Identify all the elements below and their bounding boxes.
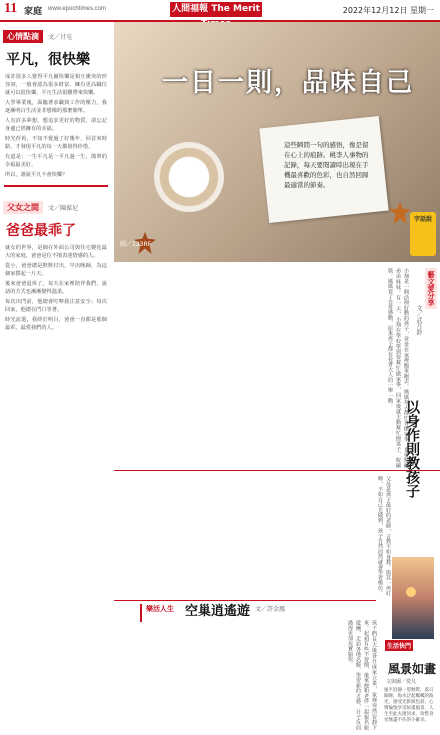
article-body: 父母是孩子最好的老師，言教不如身教。與其一再叮嚀，不如自己先做到，孩子自然而然就會學習模仿。 — [377, 476, 391, 596]
byline: 文與圖／愛凡 — [386, 679, 417, 685]
section-tag-life: 樂活人生 — [146, 605, 174, 613]
left-column — [0, 22, 112, 735]
article-body — [5, 73, 107, 179]
page-number: 11 — [4, 1, 18, 16]
section-tag-arts: 藝文愛分享 — [425, 268, 437, 309]
paragraph: 所以，誰說平凡不會快樂？ — [5, 172, 68, 178]
photo-caption: 風平浪靜一望無際，落日餘暉，海水泛起粼粼的波光，感受光影與色彩，心情愉悅享受如畫風景，人生至此夫復何求，珍惜身旁無盡不住的小確幸。 — [384, 688, 434, 723]
paragraph: 每次出門前，他總會叮嚀我注意安全；每次回家，他總在門口等著。 — [5, 299, 107, 313]
section-tag-family: 父女之間 — [3, 201, 43, 214]
sun-icon — [406, 587, 416, 597]
hero-image — [114, 22, 440, 262]
issue-date: 2022年12月12日 星期一 — [342, 6, 434, 15]
coffee-cup-illustration — [154, 142, 224, 212]
paragraph: 從小，爸爸總是默默付出，早出晚歸，為這個家撐起一片天。 — [5, 263, 107, 277]
paragraph: 後來爸爸退休了，每天在家裡陪伴我們，說話的方式也漸漸變得溫柔。 — [5, 281, 107, 295]
article-title: 平凡，很快樂 — [6, 52, 90, 68]
maple-leaf-icon — [389, 202, 411, 224]
divider — [4, 185, 108, 187]
article-body: 孩子們長大後各自成家立業，家裡突然安靜下來。起初有些不習慣，後來便和老伴一起報名旅遊團，走訪各地名勝，學習新的才藝，日子反而過得更加充實愉快。 — [347, 620, 377, 730]
paragraph: 成許很多人覺得平凡爾快樂是相互衝突的形容詞，一般會認為很多財富、擁有更高職位就可以很快樂，平凡生活很難帶來快樂。 — [5, 74, 107, 96]
paragraph: 有道是：一生平凡是一平凡過一生，簡單的幸福最美好。 — [5, 154, 107, 168]
section-tag-heart: 心情點滴 — [3, 30, 43, 43]
divider — [114, 470, 440, 471]
paragraph: 人有許多夢想，想追求更好的物質，卻忘記身邊已經擁有的幸福。 — [5, 118, 107, 132]
column-badge: 字話說 — [410, 212, 436, 256]
article-body — [5, 244, 107, 332]
article-title: 爸爸最乖了 — [6, 223, 76, 239]
paragraph: 時光流逝，我終於明白，爸爸一直都是那個最乖、最愛我們的人。 — [5, 317, 107, 331]
article-body: 小翔是一個活潑好動的孩子，常常在家裡跑來跑去。媽媽每天都忙著做家事，也要照顧弟弟妹妹。有一天，小翔在學校學到要幫忙做家事，回家後就主動幫忙擦桌子、收碗筷。媽媽看了非常感動，原來孩子都在看著大人的一舉一動。 — [387, 268, 409, 468]
sunset-photo — [392, 557, 434, 639]
byline: 文／許金鳳 — [255, 606, 286, 613]
paragraph: 就女的世界，是個在外面公司與住宅變化最大的家庭，爸爸是位不擅表達情感的人。 — [5, 245, 107, 259]
byline: 文／陳葆尼 — [48, 205, 79, 212]
hero-title: 一日一則，品味自己 — [162, 68, 415, 98]
byline: 文／武月鈴 — [415, 305, 422, 335]
paragraph: 大學畢業後，面臨著求職與工作的壓力，我逐漸明白生活並非想像的那麼簡單。 — [5, 100, 107, 114]
photo-credit: 圖／123RF — [120, 241, 152, 248]
newspaper-logo: 人間福報 The Merit — [170, 2, 262, 17]
article-title: 以身作則教孩子 — [404, 400, 420, 498]
byline: 文／甘屯 — [48, 34, 73, 41]
paragraph: 時光荏苒，不知不覺過了好幾年，回首來時路，才發現平凡的每一天都值得珍惜。 — [5, 136, 107, 150]
section-name: 家庭 — [24, 7, 43, 17]
site-url[interactable]: www.epochtimes.com — [48, 6, 107, 12]
article-title: 空巢逍遙遊 — [185, 604, 251, 619]
photo-title: 風景如畫 — [388, 662, 437, 676]
section-tag-photo: 生活快門 — [385, 640, 413, 651]
page-header — [0, 0, 440, 22]
hero-intro: 這些瞬間一句的感悟，像是留在心上的痕跡。桃李人事物的記錄，每天要閱讀時出現在手機最喜歡的色彩，也自然回歸最適當的節奏。 — [284, 141, 369, 189]
